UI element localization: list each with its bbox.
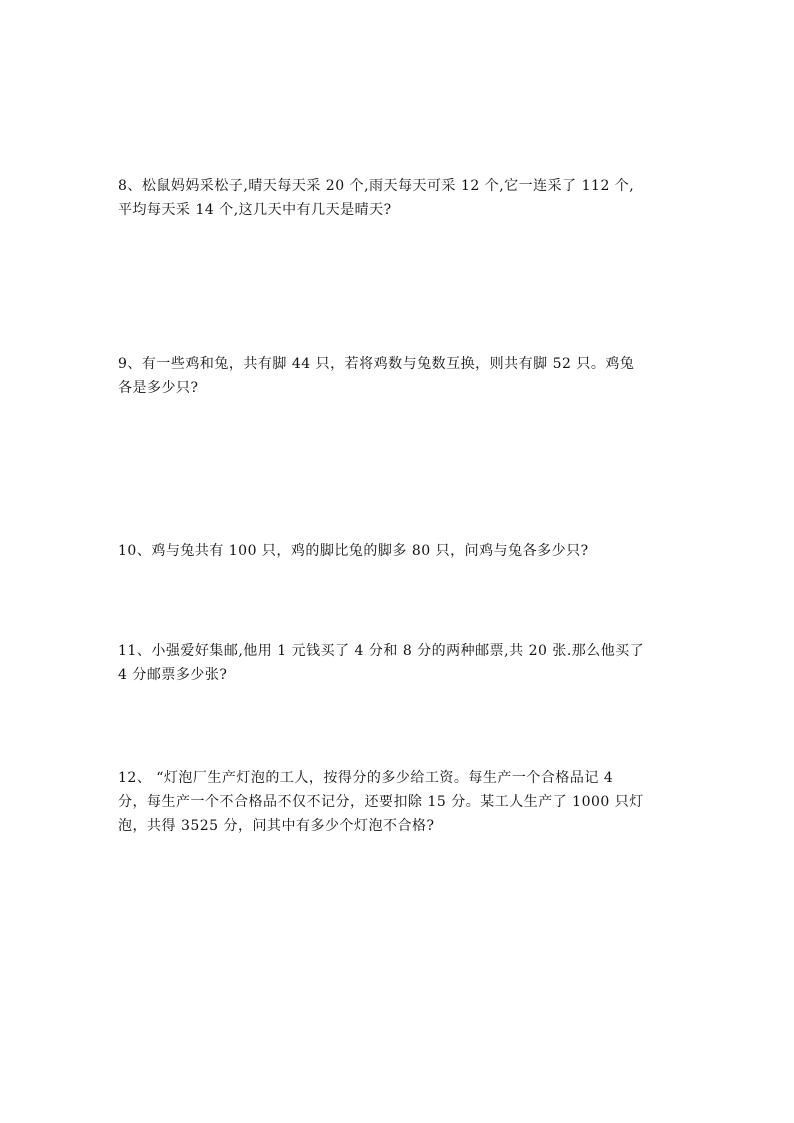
problem-12-line-3: 泡，共得 3525 分，问其中有多少个灯泡不合格?	[118, 818, 435, 834]
problem-11-line-1: 11、小强爱好集邮,他用 1 元钱买了 4 分和 8 分的两种邮票,共 20 张.那么他买了	[118, 643, 645, 659]
problem-11	[118, 639, 678, 687]
problem-9-line-1: 9、有一些鸡和兔，共有脚 44 只，若将鸡数与兔数互换，则共有脚 52 只。鸡兔	[118, 356, 635, 372]
problem-8-line-1: 8、松鼠妈妈采松子,晴天每天采 20 个,雨天每天可采 12 个,它一连采了 112 个,	[118, 178, 635, 194]
problem-8	[118, 174, 678, 222]
problem-8-line-2: 平均每天采 14 个,这几天中有几天是晴天?	[118, 202, 392, 218]
problem-12-line-2: 分，每生产一个不合格品不仅不记分，还要扣除 15 分。某工人生产了 1000 只灯	[118, 794, 644, 810]
problem-9	[118, 352, 678, 400]
problem-10-line-1: 10、鸡与兔共有 100 只，鸡的脚比兔的脚多 80 只，问鸡与兔各多少只?	[118, 543, 589, 559]
problem-11-line-2: 4 分邮票多少张?	[118, 667, 228, 683]
problem-10	[118, 539, 678, 563]
problem-12-line-1: 12、 “灯泡厂生产灯泡的工人，按得分的多少给工资。每生产一个合格品记 4	[118, 770, 614, 786]
problem-9-line-2: 各是多少只?	[118, 380, 199, 396]
problem-12	[118, 766, 678, 838]
